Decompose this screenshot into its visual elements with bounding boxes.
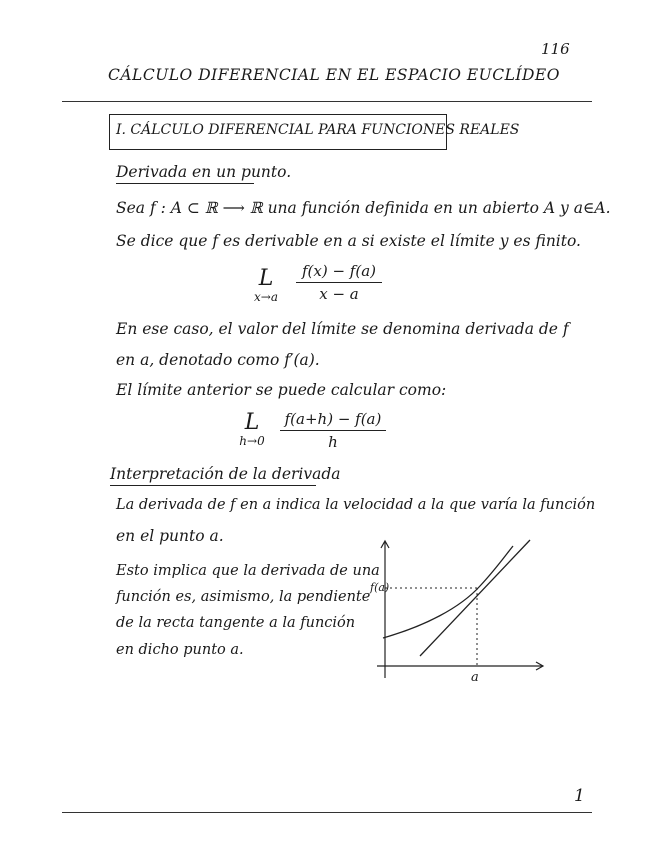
heading-derivada: Derivada en un punto. bbox=[116, 163, 292, 181]
footer-rule bbox=[62, 812, 592, 813]
function-curve bbox=[383, 546, 513, 638]
heading-interpretacion: Interpretación de la derivada bbox=[110, 465, 341, 483]
interpretacion-line-1: La derivada de f en a indica la velocidad a la que varía la función bbox=[116, 497, 596, 513]
interpretacion-para-4: en dicho punto a. bbox=[116, 642, 244, 658]
limit-1-fraction bbox=[296, 262, 382, 303]
limit-2-bar bbox=[280, 430, 386, 431]
limit-2-numerator: f(a+h) − f(a) bbox=[284, 410, 382, 428]
interpretacion-para-3: de la recta tangente a la función bbox=[116, 615, 356, 631]
limit-1-symbol: L bbox=[258, 266, 274, 291]
limit-1-operator bbox=[248, 268, 284, 304]
tangent-line bbox=[420, 540, 530, 656]
limit-2-denominator: h bbox=[328, 433, 338, 451]
derivada-line-5: El límite anterior se puede calcular como: bbox=[116, 381, 447, 399]
graph-x-label: a bbox=[471, 670, 479, 685]
limit-2-symbol: L bbox=[244, 410, 260, 435]
section-title: I. CÁLCULO DIFERENCIAL PARA FUNCIONES REALES bbox=[116, 122, 520, 138]
limit-1-sub: x→a bbox=[254, 290, 278, 304]
derivada-line-2: Se dice que f es derivable en a si existe el límite y es finito. bbox=[116, 232, 581, 250]
header-rule bbox=[62, 101, 592, 102]
limit-2-fraction bbox=[280, 410, 386, 451]
interpretacion-para-2: función es, asimismo, la pendiente bbox=[116, 589, 371, 605]
page-number-bottom: 1 bbox=[574, 786, 585, 806]
tangent-graph bbox=[365, 538, 550, 688]
limit-2-operator bbox=[234, 412, 270, 448]
derivada-line-1: Sea f : A ⊂ ℝ ⟶ ℝ una función definida en un abierto A y a∈A. bbox=[116, 199, 611, 217]
interpretacion-line-2: en el punto a. bbox=[116, 527, 224, 545]
limit-1-numerator: f(x) − f(a) bbox=[301, 262, 377, 280]
limit-1-denominator: x − a bbox=[319, 285, 359, 303]
derivada-line-3: En ese caso, el valor del límite se denomina derivada de f bbox=[116, 320, 569, 338]
limit-2-sub: h→0 bbox=[239, 434, 265, 448]
graph-y-label: f(a) bbox=[370, 581, 390, 594]
limit-1-bar bbox=[296, 282, 382, 283]
page-number-top: 116 bbox=[541, 40, 570, 58]
heading-derivada-underline bbox=[116, 183, 254, 184]
interpretacion-para-1: Esto implica que la derivada de una bbox=[116, 563, 380, 579]
page-header-title: CÁLCULO DIFERENCIAL EN EL ESPACIO EUCLÍDEO bbox=[108, 66, 560, 84]
derivada-line-4: en a, denotado como f′(a). bbox=[116, 351, 320, 369]
heading-interpretacion-underline bbox=[110, 485, 316, 486]
